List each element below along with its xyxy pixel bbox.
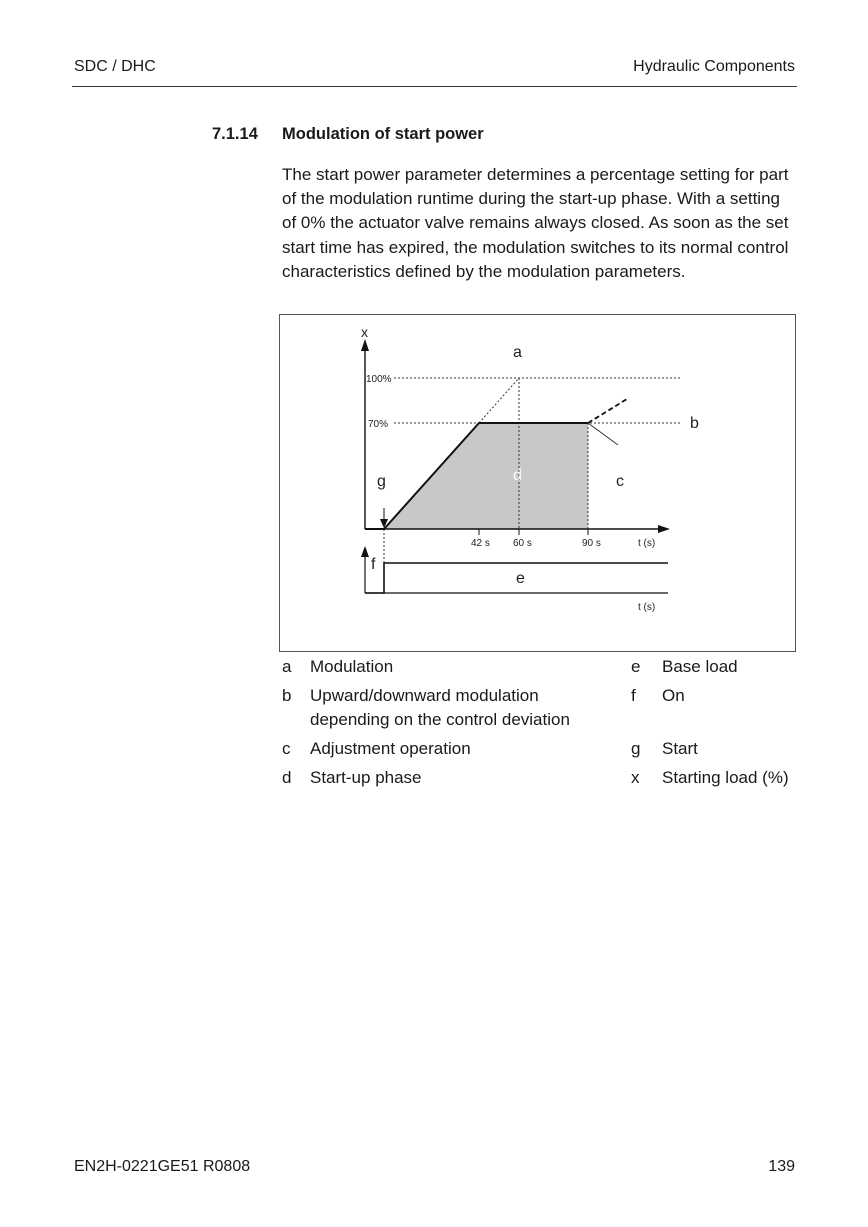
label-c: c <box>616 473 624 490</box>
legend-row <box>282 655 798 684</box>
y-axis-letter: x <box>361 324 368 340</box>
x-axis-arrow <box>658 525 670 533</box>
tick-label-100: 100% <box>366 374 392 385</box>
label-e: e <box>516 570 525 587</box>
legend-key: g <box>631 739 641 758</box>
on-axis-arrow <box>361 546 369 557</box>
legend-key: x <box>631 768 640 787</box>
page-number: 139 <box>768 1158 795 1175</box>
legend-text: Base load <box>662 657 738 676</box>
tick-label-42: 42 s <box>471 538 490 549</box>
legend-row <box>282 684 798 737</box>
section-number: 7.1.14 <box>212 125 258 143</box>
tick-label-90: 90 s <box>582 538 601 549</box>
header-left: SDC / DHC <box>74 58 156 75</box>
legend-row <box>282 766 798 795</box>
label-a: a <box>513 344 522 361</box>
legend-row <box>282 737 798 766</box>
footer-doc-id: EN2H-0221GE51 R0808 <box>74 1158 251 1175</box>
label-g: g <box>377 473 386 490</box>
legend-text: Starting load (%) <box>662 768 789 787</box>
legend-text: Modulation <box>310 657 394 676</box>
legend-key: a <box>282 657 292 676</box>
legend-key: d <box>282 768 292 787</box>
header-rule <box>72 86 797 87</box>
section-title: Modulation of start power <box>282 125 484 143</box>
legend-key: f <box>631 686 636 705</box>
legend-text: On <box>662 686 685 705</box>
legend-text: Adjustment operation <box>310 739 471 758</box>
legend-text: Start-up phase <box>310 768 422 787</box>
legend-key: b <box>282 686 292 705</box>
y-axis-arrow <box>361 339 369 351</box>
legend-text: Upward/downward modulation depending on the control deviation <box>310 686 570 729</box>
figure-legend <box>282 655 798 795</box>
header-right: Hydraulic Components <box>633 58 795 75</box>
tick-label-60: 60 s <box>513 538 532 549</box>
modulation-extension <box>479 378 519 423</box>
label-d: d <box>513 467 522 484</box>
startup-phase-region <box>384 423 588 529</box>
x-unit-bottom: t (s) <box>638 602 656 613</box>
upward-modulation <box>588 399 627 423</box>
tick-label-70: 70% <box>368 419 389 430</box>
label-b: b <box>690 415 699 432</box>
legend-key: e <box>631 657 641 676</box>
x-unit-top: t (s) <box>638 538 656 549</box>
label-f: f <box>371 556 376 573</box>
legend-text: Start <box>662 739 698 758</box>
downward-modulation <box>588 423 618 445</box>
legend-key: c <box>282 739 291 758</box>
section-body: The start power parameter determines a percentage setting for part of the modulation runtime during the start-up phase. With a setting of 0% the actuator valve remains always closed. As soon as the set start time has expired, the modulation switches to its normal control characteristics defined by the modulation parameters. <box>282 165 789 281</box>
start-power-diagram <box>279 314 796 652</box>
